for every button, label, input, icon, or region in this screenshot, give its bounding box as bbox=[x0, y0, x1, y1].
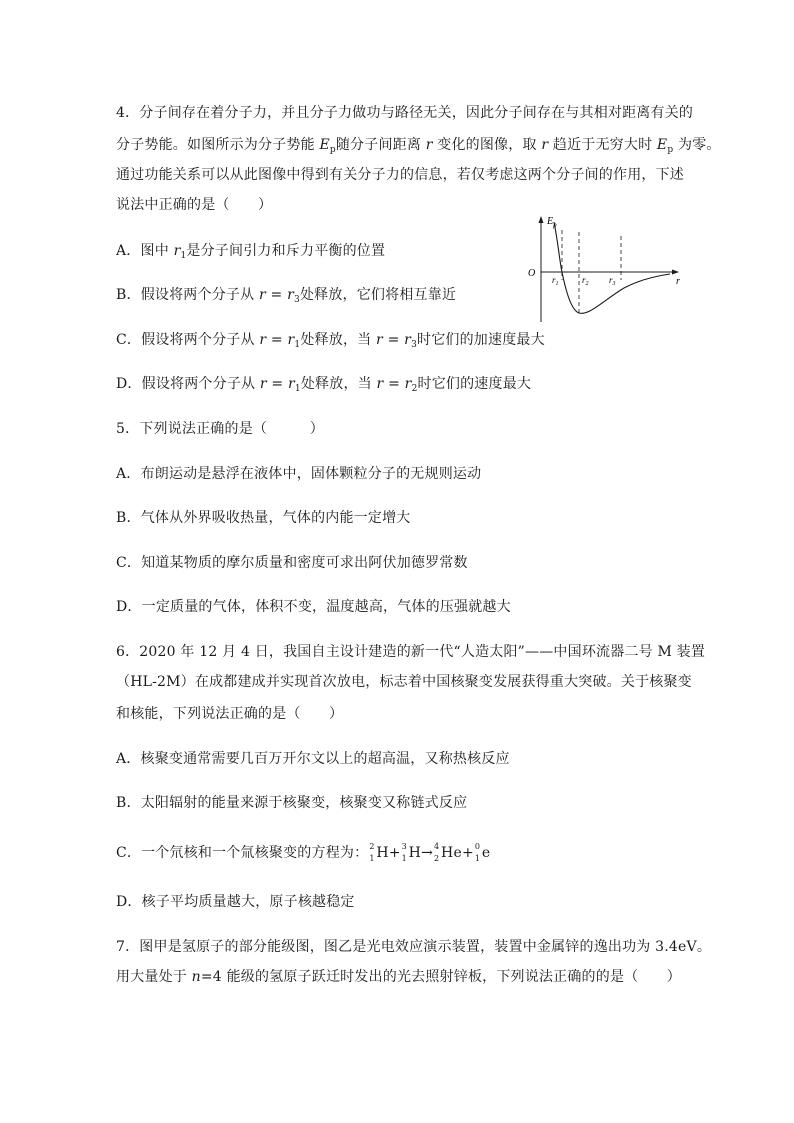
q4-stem-line-3: 通过功能关系可以从此图像中得到有关分子力的信息，若仅考虑这两个分子间的作用，下述 bbox=[116, 167, 684, 183]
x-axis-arrow bbox=[672, 270, 679, 275]
q4-stem-line-2: 分子势能。如图所示为分子势能 $E_p$随分子间距离 r 变化的图像，取 r 趋近于无穷大时 $E_p$ 为零。 bbox=[116, 137, 721, 155]
q4-option-b: B．假设将两个分子从 $r = r_3$处释放，它们将相互靠近 bbox=[116, 287, 457, 305]
tritium-symbol: 3 1 H bbox=[401, 842, 422, 863]
q4-option-a: A．图中 $r_1$是分子间引力和斥力平衡的位置 bbox=[116, 243, 386, 261]
q5-option-d: D．一定质量的气体，体积不变，温度越高，气体的压强就越大 bbox=[116, 599, 511, 615]
deuterium-symbol: 2 1 H bbox=[369, 842, 389, 863]
graph-r2-label: $r_2$ bbox=[582, 275, 589, 287]
q6-stem-line-2: （HL-2M）在成都建成并实现首次放电，标志着中国核聚变发展获得重大突破。关于核聚变 bbox=[116, 674, 692, 690]
graph-x-label: r bbox=[676, 276, 680, 287]
graph-r1-label: $r_1$ bbox=[552, 275, 559, 287]
potential-energy-graph bbox=[524, 214, 684, 326]
q7-stem-line-2: 用大量处于 n=4 能级的氢原子跃迁时发出的光去照射锌板，下列说法正确的的是（ ） bbox=[116, 969, 681, 985]
positron-symbol: 0 1 e bbox=[474, 842, 491, 863]
q6-stem-line-3: 和核能，下列说法正确的是（ ） bbox=[116, 706, 344, 722]
helium-symbol: 4 2 He bbox=[434, 842, 462, 863]
graph-origin-label: O bbox=[528, 268, 536, 279]
q4-option-d: D．假设将两个分子从 $r = r_1$处释放，当 $r = r_2$时它们的速度最大 bbox=[116, 376, 532, 394]
q6-option-c: C．一个氘核和一个氚核聚变的方程为： 2 1 H+ 3 1 H→ 4 2 He+ 0 1 e bbox=[116, 842, 491, 863]
q4-option-c: C．假设将两个分子从 $r = r_1$处释放，当 $r = r_3$时它们的加速度最大 bbox=[116, 332, 545, 350]
q6-option-b: B．太阳辐射的能量来源于核聚变，核聚变又称链式反应 bbox=[116, 795, 468, 811]
q5-stem: 5．下列说法正确的是（ ） bbox=[116, 421, 324, 437]
q6-option-d: D．核子平均质量越大，原子核越稳定 bbox=[116, 894, 355, 910]
q4-stem-line-1: 4．分子间存在着分子力，并且分子力做功与路径无关，因此分子间存在与其相对距离有关的 bbox=[116, 105, 694, 121]
q6-stem-line-1: 6．2020 年 12 月 4 日，我国自主设计建造的新一代“人造太阳”——中国环流器二号 M 装置 bbox=[116, 644, 706, 660]
q5-option-b: B．气体从外界吸收热量，气体的内能一定增大 bbox=[116, 510, 411, 526]
graph-y-label: $E_p$ bbox=[547, 216, 557, 229]
q4-stem-line-4: 说法中正确的是（ ） bbox=[116, 197, 273, 213]
q6-option-a: A．核聚变通常需要几百万开尔文以上的超高温，又称热核反应 bbox=[116, 751, 510, 767]
y-axis-arrow bbox=[539, 216, 544, 223]
q5-option-a: A．布朗运动是悬浮在液体中，固体颗粒分子的无规则运动 bbox=[116, 466, 482, 482]
graph-r3-label: $r_3$ bbox=[609, 275, 616, 287]
q7-stem-line-1: 7．图甲是氢原子的部分能级图，图乙是光电效应演示装置，装置中金属锌的逸出功为 3.4eV。 bbox=[116, 939, 712, 955]
q5-option-c: C．知道某物质的摩尔质量和密度可求出阿伏加德罗常数 bbox=[116, 555, 468, 571]
potential-energy-curve bbox=[554, 222, 670, 313]
